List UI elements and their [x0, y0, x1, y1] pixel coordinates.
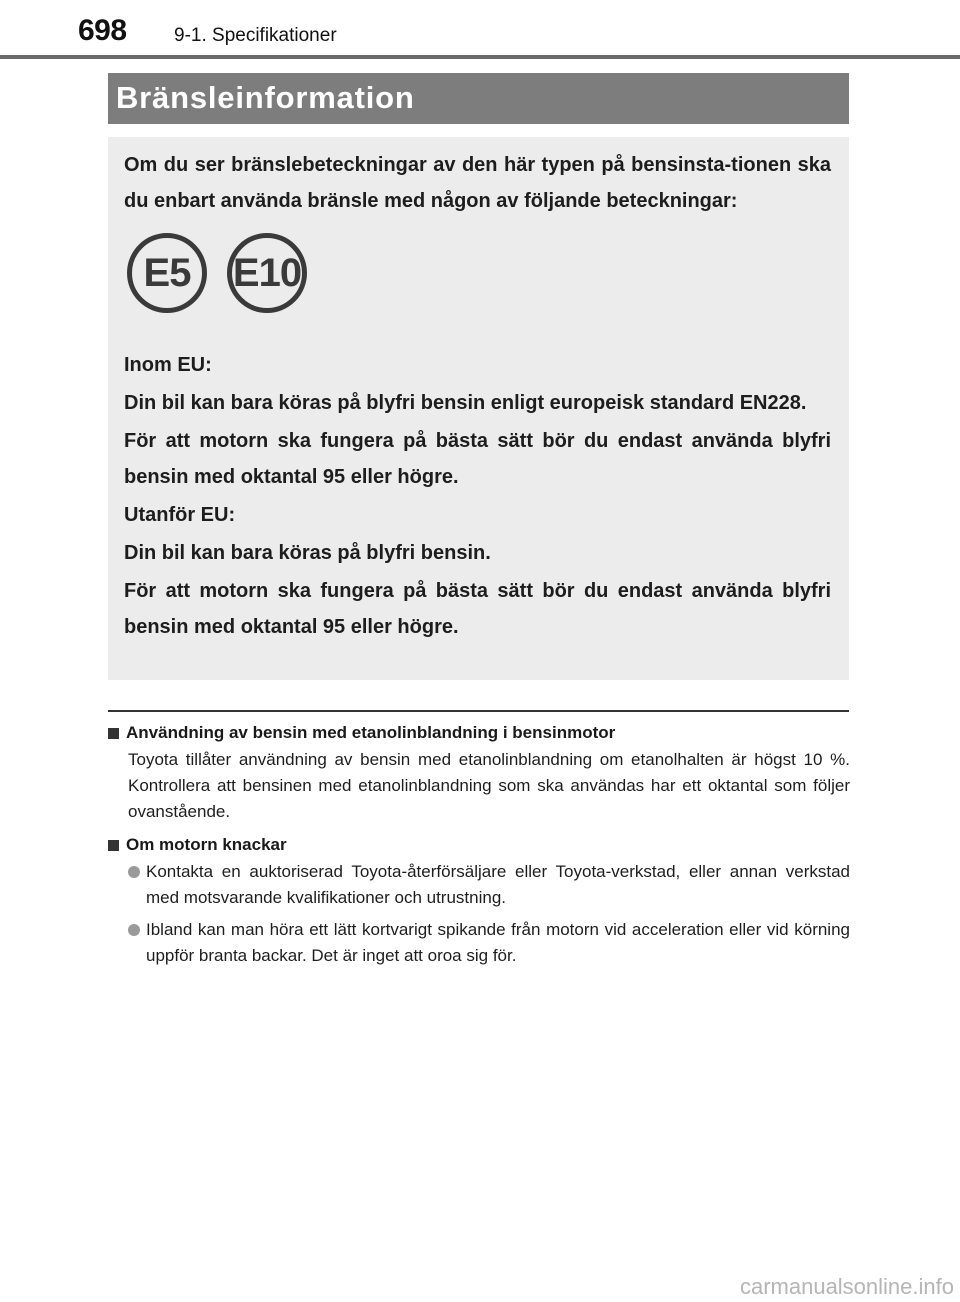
section-label: 9-1. Specifikationer — [174, 25, 337, 46]
watermark: carmanualsonline.info — [739, 1274, 954, 1299]
knock-bullet-text: Ibland kan man höra ett lätt kortvarigt spikande från motorn vid acceleration eller vid körning uppför branta backar. Det är inget att oroa sig för. — [146, 920, 850, 965]
inside-eu-heading: Inom EU: — [124, 354, 212, 376]
square-bullet-icon — [108, 840, 119, 851]
inside-eu-text-1: Din bil kan bara köras på blyfri bensin enligt europeisk standard EN228. — [124, 392, 807, 414]
fuel-info-box — [108, 137, 849, 680]
circle-bullet-icon — [128, 866, 140, 878]
square-bullet-icon — [108, 728, 119, 739]
ethanol-heading-text: Användning av bensin med etanolinblandning i bensinmotor — [126, 723, 616, 742]
ethanol-heading — [108, 719, 850, 747]
header-divider — [0, 55, 960, 59]
outside-eu-heading: Utanför EU: — [124, 504, 236, 526]
intro-text: Om du ser bränslebeteckningar av den här typen på bensinsta-tionen ska du enbart använda bränsle med någon av följande beteckningar: — [124, 154, 831, 212]
knock-bullet — [128, 917, 850, 969]
inside-eu-text-2: För att motorn ska fungera på bästa sätt bör du endast använda blyfri bensin med oktantal 95 eller högre. — [124, 430, 831, 488]
fuel-label-e5-icon: E5 — [127, 233, 207, 313]
outside-eu-text-2: För att motorn ska fungera på bästa sätt bör du endast använda blyfri bensin med oktantal 95 eller högre. — [124, 580, 831, 638]
circle-bullet-icon — [128, 924, 140, 936]
fuel-label-e10-icon: E10 — [227, 233, 307, 313]
knock-heading — [108, 831, 850, 859]
ethanol-text: Toyota tillåter användning av bensin med etanolinblandning om etanolhalten är högst 10 %. Kontrollera att bensinen med etanolinblandning som ska användas har ett oktantal som följer ovanstående. — [128, 750, 850, 821]
outside-eu-text-1: Din bil kan bara köras på blyfri bensin. — [124, 542, 491, 564]
section-divider — [108, 710, 849, 712]
fuel-labels — [124, 225, 831, 345]
knock-bullet-text: Kontakta en auktoriserad Toyota-återförsäljare eller Toyota-verkstad, eller annan verkstad med motsvarande kvalifikationer och utrustning. — [146, 862, 850, 907]
title-bar — [108, 73, 849, 124]
knock-bullet — [128, 859, 850, 911]
lower-sections — [108, 719, 850, 975]
knock-heading-text: Om motorn knackar — [126, 835, 287, 854]
page-title: Bränsleinformation — [116, 80, 415, 115]
page-number: 698 — [78, 14, 127, 47]
